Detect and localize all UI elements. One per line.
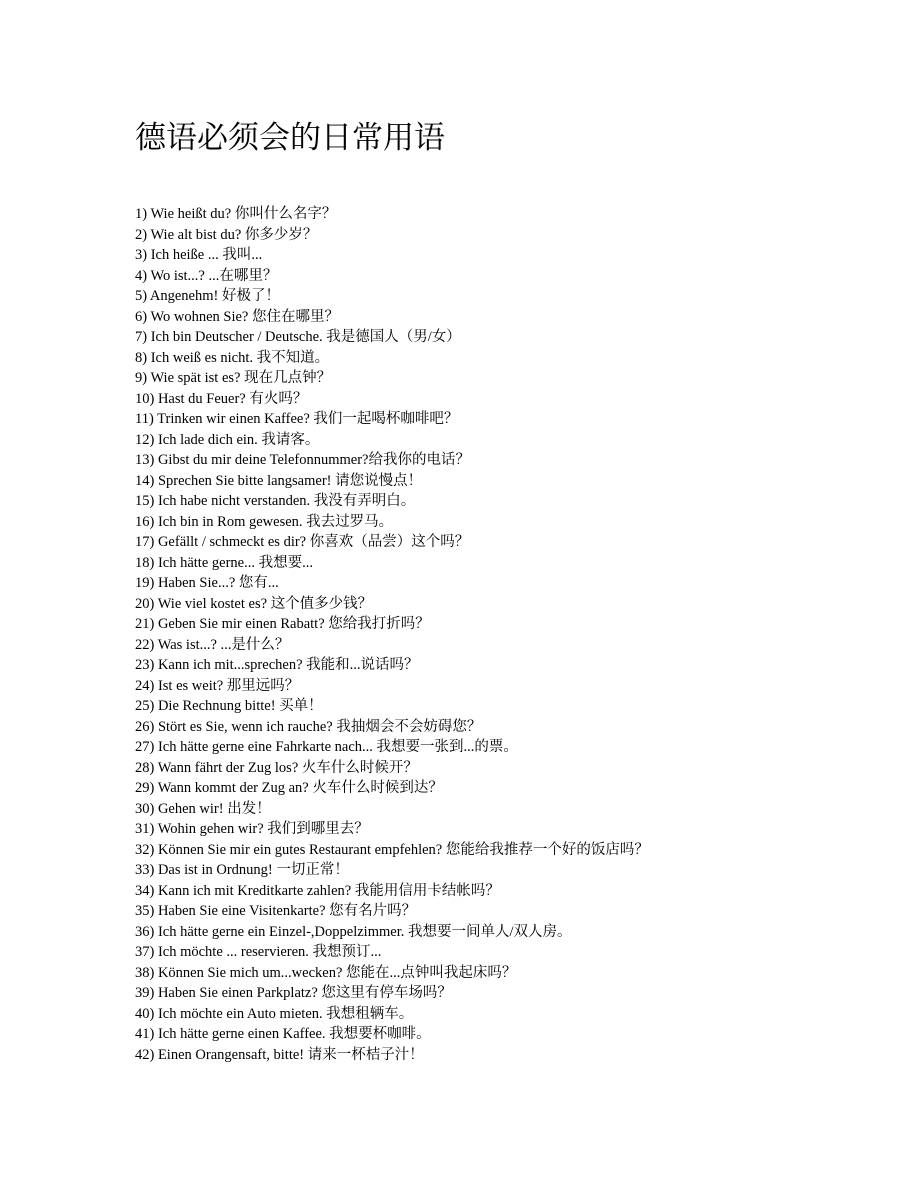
phrase-item: 30) Gehen wir! 出发！	[135, 800, 271, 817]
phrase-item: 14) Sprechen Sie bitte langsamer! 请您说慢点！	[135, 472, 423, 489]
phrase-item: 2) Wie alt bist du? 你多少岁？	[135, 226, 318, 243]
phrase-item: 20) Wie viel kostet es? 这个值多少钱？	[135, 595, 373, 612]
phrase-item: 5) Angenehm! 好极了！	[135, 288, 280, 304]
phrase-item: 12) Ich lade dich ein. 我请客。	[135, 431, 320, 448]
phrase-item: 22) Was ist...? ...是什么？	[135, 636, 290, 653]
phrase-item: 18) Ich hätte gerne... 我想要...	[135, 554, 313, 571]
page-title: 德语必须会的日常用语	[135, 120, 445, 156]
phrase-item: 33) Das ist in Ordnung! 一切正常！	[135, 862, 349, 878]
phrase-item: 6) Wo wohnen Sie? 您住在哪里？	[135, 308, 339, 325]
phrase-item: 7) Ich bin Deutscher / Deutsche. 我是德国人（男/女）	[135, 329, 461, 345]
phrase-item: 21) Geben Sie mir einen Rabatt? 您给我打折吗？	[135, 616, 430, 632]
phrase-item: 36) Ich hätte gerne ein Einzel-,Doppelzimmer. 我想要一间单人/双人房。	[135, 923, 572, 940]
phrase-item: 27) Ich hätte gerne eine Fahrkarte nach... 我想要一张到...的票。	[135, 739, 518, 755]
phrase-item: 23) Kann ich mit...sprechen? 我能和...说话吗？	[135, 657, 419, 673]
phrase-item: 1) Wie heißt du? 你叫什么名字？	[135, 206, 337, 222]
phrase-item: 25) Die Rechnung bitte! 买单！	[135, 698, 323, 714]
phrase-item: 38) Können Sie mich um...wecken? 您能在...点钟叫我起床吗？	[135, 964, 517, 981]
phrase-item: 9) Wie spät ist es? 现在几点钟？	[135, 370, 332, 386]
phrase-item: 34) Kann ich mit Kreditkarte zahlen? 我能用信用卡结帐吗？	[135, 882, 500, 899]
phrase-item: 4) Wo ist...? ...在哪里？	[135, 267, 278, 284]
phrase-item: 15) Ich habe nicht verstanden. 我没有弄明白。	[135, 493, 416, 509]
phrase-item: 42) Einen Orangensaft, bitte! 请来一杯桔子汁！	[135, 1046, 424, 1063]
phrase-item: 8) Ich weiß es nicht. 我不知道。	[135, 349, 330, 366]
phrase-item: 39) Haben Sie einen Parkplatz? 您这里有停车场吗？	[135, 985, 452, 1001]
phrase-item: 29) Wann kommt der Zug an? 火车什么时候到达？	[135, 780, 443, 796]
phrase-item: 32) Können Sie mir ein gutes Restaurant empfehlen? 您能给我推荐一个好的饭店吗？	[135, 841, 649, 858]
phrase-item: 26) Stört es Sie, wenn ich rauche? 我抽烟会不会妨碍您？	[135, 718, 482, 735]
phrase-item: 37) Ich möchte ... reservieren. 我想预订...	[135, 944, 382, 960]
phrase-item: 17) Gefällt / schmeckt es dir? 你喜欢（品尝）这个吗？	[135, 534, 470, 550]
phrase-item: 31) Wohin gehen wir? 我们到哪里去？	[135, 821, 369, 837]
phrase-item: 41) Ich hätte gerne einen Kaffee. 我想要杯咖啡。	[135, 1026, 431, 1042]
phrase-list	[135, 204, 649, 1065]
phrase-item: 16) Ich bin in Rom gewesen. 我去过罗马。	[135, 513, 394, 530]
phrase-item: 24) Ist es weit? 那里远吗？	[135, 677, 300, 694]
phrase-item: 3) Ich heiße ... 我叫...	[135, 247, 263, 263]
phrase-item: 11) Trinken wir einen Kaffee? 我们一起喝杯咖啡吧？	[135, 411, 459, 427]
phrase-item: 13) Gibst du mir deine Telefonnummer?给我你的电话？	[135, 452, 470, 468]
phrase-item: 10) Hast du Feuer? 有火吗？	[135, 390, 308, 407]
phrase-item: 40) Ich möchte ein Auto mieten. 我想租辆车。	[135, 1005, 414, 1022]
phrase-item: 35) Haben Sie eine Visitenkarte? 您有名片吗？	[135, 903, 417, 919]
phrase-item: 19) Haben Sie...? 您有...	[135, 575, 279, 591]
phrase-item: 28) Wann fährt der Zug los? 火车什么时候开？	[135, 759, 418, 776]
